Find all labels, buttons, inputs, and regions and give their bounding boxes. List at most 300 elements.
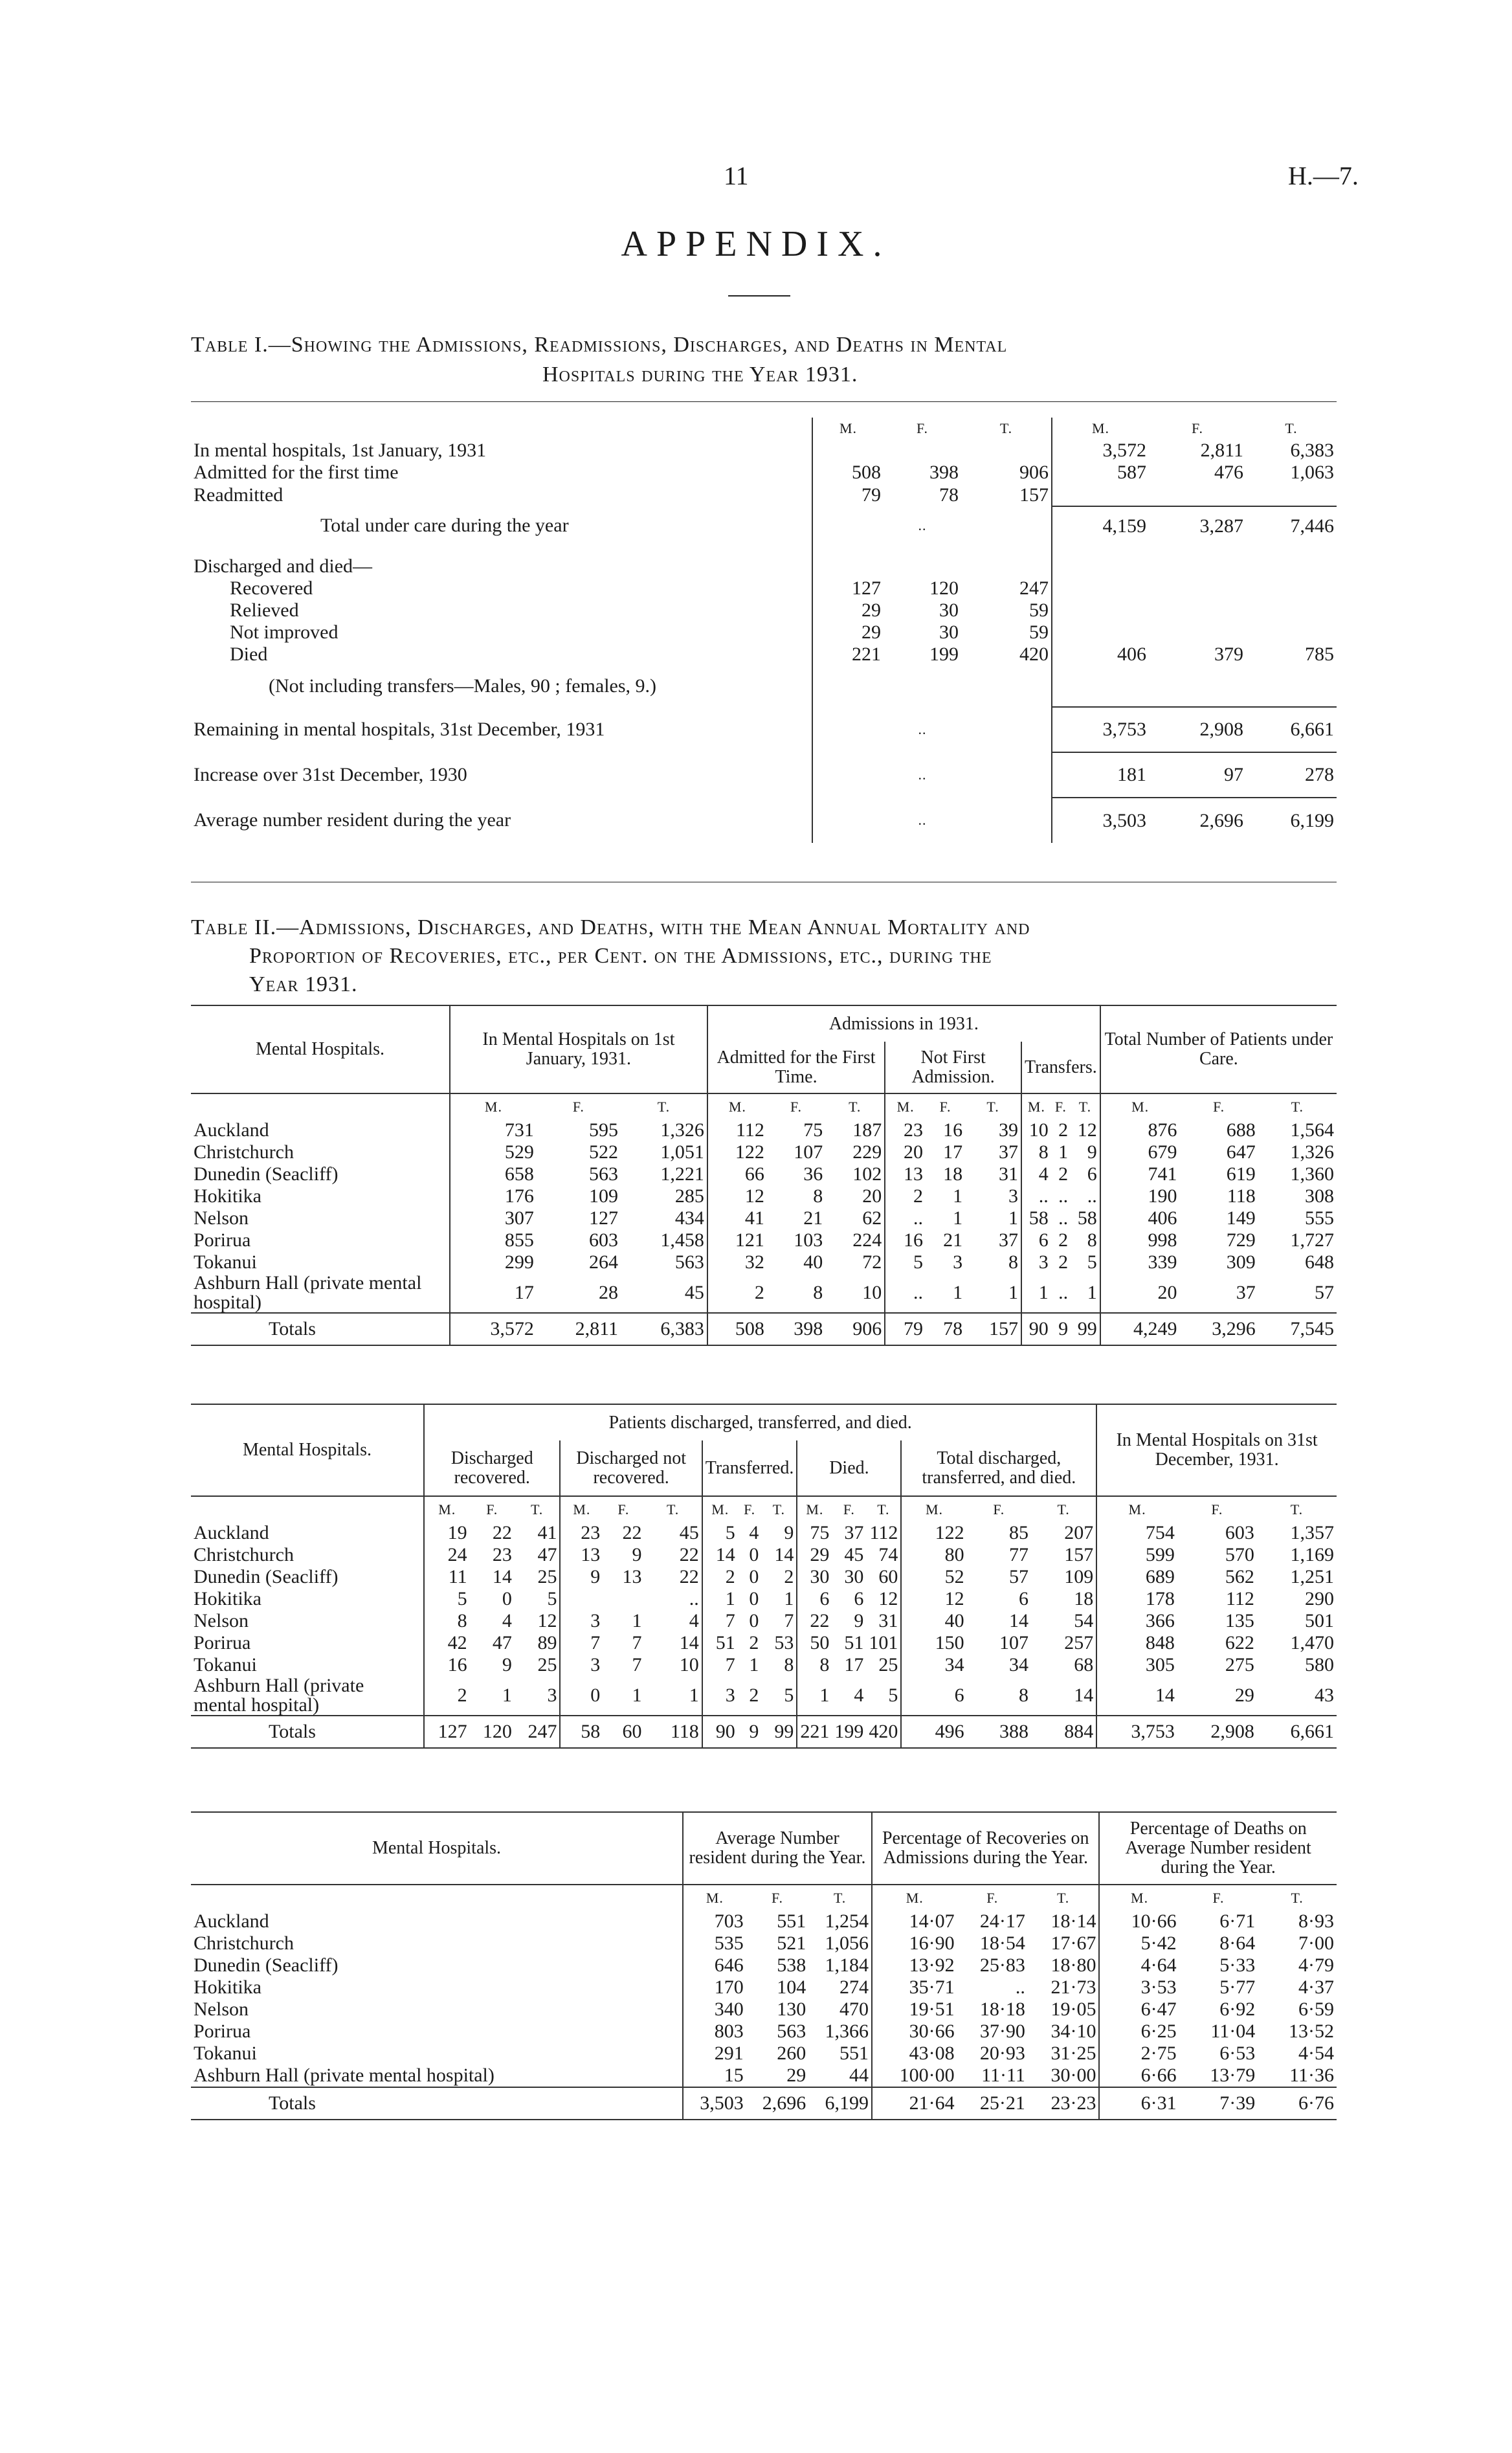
cell: 876	[1100, 1119, 1180, 1141]
cell: 434	[674, 1207, 704, 1229]
cell: 4·37	[1298, 1977, 1334, 1998]
total-cell: 9	[1058, 1318, 1069, 1339]
row-total-care: Total under care during the year .. 4,159 3,287 7,446	[191, 506, 1337, 545]
total-cell: 6,661	[1290, 1721, 1334, 1742]
hospital-name: Dunedin (Seacliff)	[194, 1955, 339, 1976]
totals-label: Totals	[269, 2092, 316, 2114]
row-increase: Increase over 31st December, 1930 .. 181 97 278	[191, 752, 1337, 798]
cell: 535	[683, 1932, 746, 1955]
cell: 17	[450, 1273, 537, 1313]
total-cell: 25·21	[979, 2092, 1025, 2114]
cell: 1,051	[660, 1141, 704, 1163]
cell: 57	[1009, 1566, 1028, 1587]
mft-header: T.	[1057, 1501, 1070, 1518]
cell: 1	[784, 1588, 794, 1609]
cell: 20·93	[979, 2043, 1025, 2064]
totals-row	[191, 1716, 1337, 1748]
cell: 10	[679, 1654, 699, 1675]
hospital-name: Auckland	[194, 1522, 269, 1543]
cell: 1,727	[1290, 1229, 1334, 1251]
table-row	[191, 1119, 1337, 1141]
mft-header: F.	[771, 1889, 783, 1906]
mft-header: F.	[1211, 1501, 1223, 1518]
cell: 12	[537, 1610, 557, 1631]
cell: 275	[1225, 1654, 1254, 1675]
cell: 41	[537, 1522, 557, 1543]
cell: 51	[702, 1632, 738, 1654]
cell: 688	[1226, 1119, 1256, 1141]
mft-header: M.	[450, 1093, 537, 1119]
table-row	[191, 2043, 1337, 2065]
cell: 1,056	[825, 1932, 869, 1954]
cell: ..	[1058, 1282, 1069, 1303]
mft-header: T.	[833, 1889, 847, 1906]
cell: 13·79	[1210, 2065, 1256, 2086]
cell: 20	[1100, 1273, 1180, 1313]
document-reference: H.—7.	[1288, 161, 1359, 190]
label: Total under care during the year	[320, 515, 569, 536]
cell: 18·14	[1051, 1910, 1096, 1932]
cell: 107	[794, 1141, 823, 1163]
mft-header: M.	[707, 1093, 767, 1119]
cell: 34	[901, 1654, 966, 1676]
cell: 22	[492, 1522, 512, 1543]
cell: 803	[683, 2021, 746, 2043]
header-hospitals: Mental Hospitals.	[372, 1838, 502, 1858]
table-row	[191, 1229, 1337, 1251]
cell: 4	[749, 1522, 759, 1543]
cell: 9	[1087, 1141, 1097, 1163]
total-cell: 3,296	[1212, 1318, 1256, 1339]
hospital-name: Hokitika	[194, 1185, 261, 1207]
cell: 599	[1096, 1544, 1177, 1566]
hospital-name: Dunedin (Seacliff)	[194, 1163, 339, 1185]
cell: 0	[502, 1588, 512, 1609]
cell: 366	[1096, 1610, 1177, 1632]
cell: 18·80	[1051, 1955, 1096, 1976]
cell: 16	[885, 1229, 926, 1251]
cell: 3	[547, 1685, 557, 1706]
total-cell: 496	[901, 1716, 966, 1748]
table2-caption-3: Year 1931.	[249, 972, 358, 996]
cell: 31	[878, 1610, 898, 1631]
cell: 39	[999, 1119, 1019, 1141]
cell: 2	[707, 1273, 767, 1313]
cell: 3	[1008, 1185, 1019, 1207]
cell: 1	[953, 1282, 963, 1303]
cell: 127	[812, 577, 884, 599]
cell: 8	[1008, 1251, 1019, 1273]
cell: 5·77	[1219, 1977, 1256, 1998]
hospital-name: Porirua	[194, 1632, 251, 1653]
cell: 247	[1019, 577, 1049, 599]
cell: 1	[632, 1685, 642, 1706]
cell: 551	[839, 2043, 869, 2064]
cell: 679	[1100, 1141, 1180, 1163]
cell: 130	[777, 1999, 806, 2020]
cell: 37	[999, 1229, 1019, 1251]
row-average: Average number resident during the year .. 3,503 2,696 6,199	[191, 798, 1337, 843]
cell: 30	[939, 622, 959, 643]
cell: 1	[1021, 1273, 1051, 1313]
cell: 3	[702, 1676, 738, 1716]
table2-caption-1: Table II.—Admissions, Discharges, and Deaths, with the Mean Annual Mortality and	[191, 915, 1030, 939]
mft-header: M.	[872, 1885, 957, 1910]
cell: ..	[885, 1207, 926, 1229]
cell: 1	[1087, 1282, 1097, 1303]
total-cell: 127	[424, 1716, 470, 1748]
cell: 13	[622, 1566, 642, 1587]
cell: 729	[1226, 1229, 1256, 1251]
mft-header: M.	[560, 1496, 603, 1522]
cell: 2	[1058, 1229, 1069, 1251]
cell: 2,908	[1149, 707, 1246, 752]
cell: 37·90	[979, 2021, 1025, 2042]
cell: 5	[784, 1685, 794, 1706]
mft-header: T.	[666, 1501, 680, 1518]
label: Recovered	[230, 577, 313, 599]
cell: 278	[1246, 752, 1337, 798]
cell: 11·11	[981, 2065, 1025, 2086]
mft-header: T.	[877, 1501, 890, 1518]
title-rule	[728, 295, 790, 297]
label-discharged: Discharged and died—	[194, 555, 373, 577]
cell: 521	[777, 1932, 806, 1954]
cell: 1	[1008, 1207, 1019, 1229]
cell: 8	[424, 1610, 470, 1632]
label: Increase over 31st December, 1930	[194, 764, 467, 785]
cell: 8	[784, 1654, 794, 1675]
cell: 260	[777, 2043, 806, 2064]
cell: 4·64	[1099, 1955, 1179, 1977]
cell: 40	[803, 1251, 823, 1273]
cell: 2	[784, 1566, 794, 1587]
cell: 80	[901, 1544, 966, 1566]
cell: 14	[1096, 1676, 1177, 1716]
cell: 24	[424, 1544, 470, 1566]
mft-header: M.	[1100, 1093, 1180, 1119]
cell: 45	[679, 1522, 699, 1543]
table-row	[191, 1566, 1337, 1588]
cell: 6	[854, 1588, 864, 1609]
mft-header: T.	[1290, 1501, 1304, 1518]
cell: 6·25	[1099, 2021, 1179, 2043]
mft-header: T.	[986, 1098, 999, 1115]
cell: 30	[844, 1566, 864, 1587]
page-title: APPENDIX.	[621, 224, 891, 264]
header-transfers: Transfers.	[1021, 1042, 1100, 1093]
cell: 59	[1029, 622, 1049, 643]
cell: 112	[1226, 1588, 1254, 1609]
total-cell: 90	[1021, 1313, 1051, 1345]
cell: 6	[1021, 1229, 1051, 1251]
table-row	[191, 1977, 1337, 1999]
cell: 14	[679, 1632, 699, 1653]
hospital-name: Ashburn Hall (private mental hospital)	[194, 1675, 364, 1716]
cell: 11	[424, 1566, 470, 1588]
cell: 23	[492, 1544, 512, 1565]
cell: 406	[1052, 644, 1149, 666]
cell: 603	[589, 1229, 618, 1251]
cell: 6,199	[1246, 798, 1337, 843]
cell: 6·59	[1298, 1999, 1334, 2020]
cell: 1	[953, 1207, 963, 1229]
cell: 68	[1074, 1654, 1094, 1675]
cell: 340	[683, 1999, 746, 2021]
cell: 30	[939, 599, 959, 621]
table-row	[191, 1999, 1337, 2021]
mft-header: T.	[1078, 1098, 1092, 1115]
cell: 470	[839, 1999, 869, 2020]
cell: 57	[1315, 1282, 1334, 1303]
cell: 52	[901, 1566, 966, 1588]
header-not-recovered: Discharged not recovered.	[560, 1440, 702, 1496]
cell: 1,251	[1290, 1566, 1334, 1587]
cell: 29	[1234, 1685, 1254, 1706]
cell: 8	[813, 1185, 823, 1207]
mft-header: T.	[1291, 1098, 1304, 1115]
cell: 3·53	[1099, 1977, 1179, 1999]
total-cell: 7·39	[1219, 2092, 1256, 2114]
hospital-name: Christchurch	[194, 1544, 294, 1565]
cell: 44	[849, 2065, 869, 2086]
hospital-name: Christchurch	[194, 1932, 294, 1954]
cell: 420	[1019, 644, 1049, 665]
cell: 7	[632, 1654, 642, 1675]
cell: 551	[777, 1910, 806, 1932]
col-m: M.	[812, 418, 884, 440]
header-hospitals: Mental Hospitals.	[255, 1039, 385, 1059]
cell: 855	[450, 1229, 537, 1251]
cell: 85	[1009, 1522, 1028, 1543]
cell: 21	[803, 1207, 823, 1229]
hospital-name: Porirua	[194, 1229, 251, 1251]
cell: 603	[1225, 1522, 1254, 1543]
cell: 112	[869, 1522, 898, 1543]
cell: 291	[683, 2043, 746, 2065]
cell: 16·90	[872, 1932, 957, 1955]
cell: 9	[632, 1544, 642, 1565]
cell: 28	[599, 1282, 618, 1303]
cell: 72	[862, 1251, 882, 1273]
hospital-name: Nelson	[194, 1610, 249, 1631]
table2-part-c	[191, 1811, 1337, 2120]
cell: 7	[702, 1610, 738, 1632]
cell: 104	[777, 1977, 806, 1998]
label: Not improved	[230, 622, 339, 643]
cell: 2	[1058, 1119, 1069, 1141]
total-cell: 3,503	[683, 2087, 746, 2120]
cell: 89	[537, 1632, 557, 1653]
cell: 7,446	[1246, 506, 1337, 545]
transfers-note: (Not including transfers—Males, 90 ; females, 9.)	[269, 675, 657, 697]
cell: 703	[683, 1910, 746, 1932]
cell: 45	[684, 1282, 704, 1303]
table-row	[191, 1544, 1337, 1566]
mft-header: T.	[1057, 1889, 1070, 1906]
cell: 1,254	[825, 1910, 869, 1932]
cell: 379	[1214, 644, 1243, 665]
totals-row	[191, 1313, 1337, 1345]
hospital-name: Auckland	[194, 1910, 269, 1932]
cell: 406	[1100, 1207, 1180, 1229]
row-relieved	[191, 599, 1337, 622]
mft-header: M.	[901, 1496, 966, 1522]
cell: 1	[953, 1185, 963, 1207]
totals-label: Totals	[269, 1318, 316, 1339]
cell: 122	[901, 1522, 966, 1544]
cell: 8	[1021, 1141, 1051, 1163]
mft-header: M.	[885, 1093, 926, 1119]
cell: 8·93	[1298, 1910, 1334, 1932]
cell: 20	[862, 1185, 882, 1207]
cell: 16	[424, 1654, 470, 1676]
cell: 522	[589, 1141, 618, 1163]
header-transferred: Transferred.	[702, 1440, 797, 1496]
cell: 77	[1009, 1544, 1028, 1565]
cell: 6·66	[1099, 2065, 1179, 2087]
cell: 29	[812, 599, 884, 622]
cell: 1,470	[1290, 1632, 1334, 1653]
header-discharged-group: Patients discharged, transferred, and died.	[424, 1404, 1096, 1440]
cell: 9	[854, 1610, 864, 1631]
cell: 14	[492, 1566, 512, 1587]
header-hospitals: Mental Hospitals.	[242, 1440, 372, 1460]
cell: 8	[1019, 1685, 1028, 1706]
cell: 1,221	[660, 1163, 704, 1185]
cell: 2,696	[1149, 798, 1246, 843]
cell: 12	[901, 1588, 966, 1610]
table1-caption-2: Hospitals during the Year 1931.	[542, 363, 858, 386]
row-died	[191, 644, 1337, 666]
cell: 6·71	[1219, 1910, 1256, 1932]
cell: 7	[560, 1632, 603, 1654]
cell: 101	[869, 1632, 898, 1653]
cell: 176	[450, 1185, 537, 1207]
cell: 3	[1021, 1251, 1051, 1273]
cell: 178	[1096, 1588, 1177, 1610]
cell: 17	[943, 1141, 963, 1163]
mft-header: M.	[1096, 1496, 1177, 1522]
row-recovered	[191, 577, 1337, 599]
cell: 135	[1225, 1610, 1254, 1631]
cell: 12	[1077, 1119, 1097, 1141]
label: Average number resident during the year	[194, 809, 511, 831]
cell: 1,326	[660, 1119, 704, 1141]
cell: 43	[1315, 1685, 1334, 1706]
cell: 308	[1305, 1185, 1334, 1207]
table1-top-rule	[191, 401, 1337, 402]
cell: 103	[794, 1229, 823, 1251]
cell: 563	[589, 1163, 618, 1185]
cell: 37	[999, 1141, 1019, 1163]
total-cell: 90	[702, 1716, 738, 1748]
hospital-name: Ashburn Hall (private mental hospital)	[194, 1272, 422, 1313]
cell: 3,287	[1149, 506, 1246, 545]
cell: 4	[689, 1610, 699, 1631]
total-cell: 157	[989, 1318, 1019, 1339]
cell: ..	[885, 1273, 926, 1313]
cell: 7	[784, 1610, 794, 1631]
cell: 741	[1100, 1163, 1180, 1185]
header-average: Average Number resident during the Year.	[683, 1812, 872, 1885]
cell: 501	[1305, 1610, 1334, 1631]
cell: 1,564	[1290, 1119, 1334, 1141]
table-row	[191, 1955, 1337, 1977]
cell: 47	[492, 1632, 512, 1653]
cell: 0	[749, 1588, 759, 1609]
table-row	[191, 1676, 1337, 1716]
cell: 5	[702, 1522, 738, 1544]
cell: 15	[683, 2065, 746, 2087]
cell: 45	[844, 1544, 864, 1565]
cell: 622	[1225, 1632, 1254, 1653]
total-cell: 23·23	[1051, 2092, 1096, 2114]
total-cell: 906	[852, 1318, 882, 1339]
total-cell: 79	[885, 1313, 926, 1345]
cell: 19·51	[872, 1999, 957, 2021]
cell: ..	[689, 1588, 699, 1609]
total-cell: 58	[560, 1716, 603, 1748]
cell: 339	[1100, 1251, 1180, 1273]
cell: 30·00	[1051, 2065, 1096, 2086]
page-number: 11	[724, 161, 749, 190]
cell: 562	[1225, 1566, 1254, 1587]
cell: ..	[1087, 1185, 1097, 1207]
mft-header: F.	[617, 1501, 630, 1518]
cell: 1,458	[660, 1229, 704, 1251]
cell: 30	[797, 1566, 832, 1588]
label: Readmitted	[194, 484, 284, 506]
cell: 19·05	[1051, 1999, 1096, 2020]
cell: 10	[862, 1282, 882, 1303]
cell: 122	[707, 1141, 767, 1163]
cell: 100·00	[872, 2065, 957, 2087]
mft-header: M.	[797, 1496, 832, 1522]
cell: 47	[537, 1544, 557, 1565]
cell: 187	[852, 1119, 882, 1141]
total-cell: 99	[774, 1721, 794, 1742]
hospital-name: Tokanui	[194, 1251, 257, 1273]
table-row	[191, 1163, 1337, 1185]
mft-header: T.	[1291, 1889, 1304, 1906]
cell: 7·00	[1298, 1932, 1334, 1954]
table-row	[191, 2065, 1337, 2087]
cell: 21·73	[1051, 1977, 1096, 1998]
cell: 50	[797, 1632, 832, 1654]
total-cell: 3,753	[1096, 1716, 1177, 1748]
cell: 3,753	[1052, 707, 1149, 752]
mft-header: F.	[1212, 1889, 1225, 1906]
header-not-first: Not First Admission.	[885, 1042, 1021, 1093]
cell: 529	[450, 1141, 537, 1163]
header-first-time: Admitted for the First Time.	[707, 1042, 885, 1093]
cell: 16	[943, 1119, 963, 1141]
cell: 29	[797, 1544, 832, 1566]
cell: 10	[1021, 1119, 1051, 1141]
mft-header: F.	[486, 1501, 498, 1518]
cell: 6	[1087, 1163, 1097, 1185]
mft-header-row	[191, 1496, 1337, 1522]
cell: 4	[1021, 1163, 1051, 1185]
cell: 1,169	[1290, 1544, 1334, 1565]
total-cell: 60	[622, 1721, 642, 1742]
cell: 5	[547, 1588, 557, 1609]
table-row	[191, 1141, 1337, 1163]
cell: 8	[797, 1654, 832, 1676]
table-row	[191, 1932, 1337, 1955]
cell: 127	[589, 1207, 618, 1229]
